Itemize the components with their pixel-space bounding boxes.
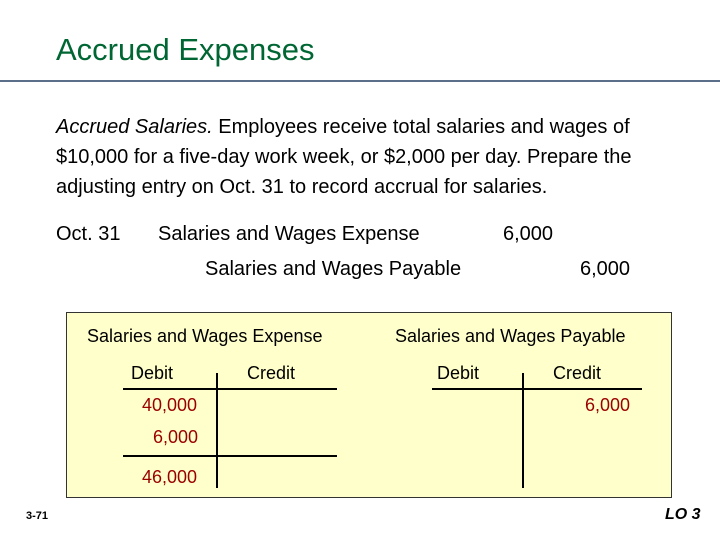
t-account-left-debit-label: Debit bbox=[131, 363, 174, 383]
t-account-right-center-rule bbox=[522, 373, 524, 488]
t-account-left-debit-entry: 6,000 bbox=[153, 427, 199, 447]
journal-debit-account: Salaries and Wages Expense bbox=[158, 223, 420, 245]
title-divider bbox=[0, 80, 720, 82]
problem-lead: Accrued Salaries. bbox=[56, 116, 213, 138]
slide-title: Accrued Expenses bbox=[56, 32, 315, 67]
journal-date: Oct. 31 bbox=[56, 223, 121, 245]
journal-debit-amount: 6,000 bbox=[503, 223, 554, 245]
t-account-right-debit-label: Debit bbox=[437, 363, 480, 383]
t-account-left-center-rule bbox=[216, 373, 218, 488]
t-account-left-balance: 46,000 bbox=[142, 467, 198, 487]
t-account-right-title: Salaries and Wages Payable bbox=[395, 326, 626, 346]
learning-objective: LO 3 bbox=[665, 506, 701, 523]
problem-statement bbox=[56, 112, 696, 202]
journal-credit-amount: 6,000 bbox=[580, 258, 631, 280]
slide-number: 3-71 bbox=[26, 510, 49, 522]
t-account-left-total-rule bbox=[123, 455, 337, 457]
t-account-left-debit-entry: 40,000 bbox=[142, 395, 198, 415]
journal-credit-account: Salaries and Wages Payable bbox=[205, 258, 462, 280]
t-account-left-title: Salaries and Wages Expense bbox=[87, 326, 323, 346]
t-account-left-top-rule bbox=[123, 388, 337, 390]
problem-body: Employees receive total salaries and wages of $10,000 for a five-day work week, or $2,000 per day. Prepare the adjusting entry on Oct. 31 to record accrual for salaries. bbox=[56, 116, 632, 198]
t-account-right-credit-entry: 6,000 bbox=[585, 395, 631, 415]
t-accounts-panel bbox=[66, 312, 672, 498]
t-account-left-credit-label: Credit bbox=[247, 363, 296, 383]
t-account-right-top-rule bbox=[432, 388, 642, 390]
t-account-right-credit-label: Credit bbox=[553, 363, 602, 383]
